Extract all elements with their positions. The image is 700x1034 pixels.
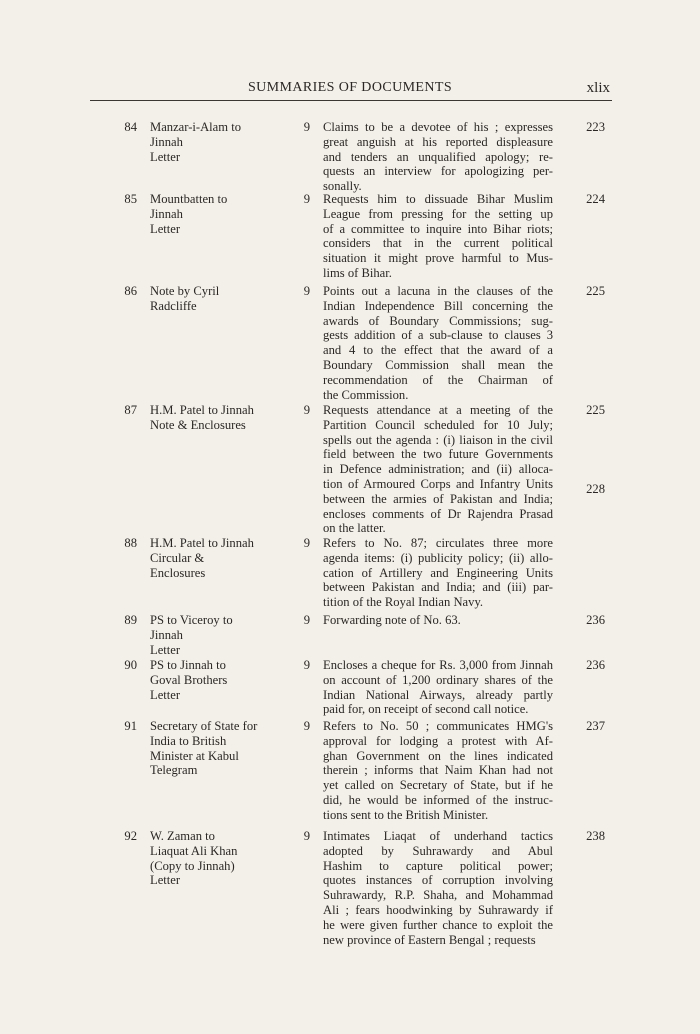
entry-summary-line: yet called on Secretary of State, but if he	[323, 778, 553, 793]
entry-summary	[323, 120, 553, 194]
entry-summary-line: cation of Artillery and Engineering Units	[323, 565, 553, 580]
entry-from-line: (Copy to Jinnah)	[150, 858, 235, 873]
entry-summary-line: and 4 to the effect that the award of a	[323, 343, 553, 358]
entry-summary-line: gests addition of a sub-clause to clauses 3	[323, 328, 553, 343]
entry-summary-line: quests an interview for apologizing per-	[323, 164, 553, 179]
entry-page-number: 236	[586, 613, 605, 627]
entry-from-line: Letter	[150, 221, 181, 236]
entry-page-number: 236	[586, 658, 605, 672]
entry-summary-line: Ali ; fears hoodwinking by Suhrawardy if	[323, 902, 553, 917]
entry-summary-line: Claims to be a devotee of his ; expresses	[323, 120, 553, 134]
entry-date: 9	[303, 613, 310, 627]
entry-summary-line: between Pakistan and India; and (iii) par-	[323, 580, 553, 595]
entry-summary-line: on account of 1,200 ordinary shares of the	[323, 672, 553, 687]
entry-summary-line: and tenders an unqualified apology; re-	[323, 149, 553, 164]
entry-page-number: 225	[586, 284, 605, 298]
entry-summary-line: Refers to No. 50 ; communicates HMG's	[323, 719, 553, 733]
entry-date: 9	[303, 192, 310, 206]
entry-from-line: India to British	[150, 733, 227, 748]
entry-page-number: 225	[586, 403, 605, 417]
entry-summary-line: did, he would be informed of the instruc-	[323, 792, 553, 807]
entry-from	[150, 403, 280, 433]
entry-number: 92	[124, 829, 137, 843]
entry-from	[150, 829, 280, 888]
entry-summary-line: on the latter.	[323, 521, 386, 536]
entry-summary-line: he were given further chance to exploit the	[323, 917, 553, 932]
entry-summary-line: quotes instances of corruption involving	[323, 873, 553, 888]
running-head-title: SUMMARIES OF DOCUMENTS	[247, 80, 453, 95]
entry-date: 9	[303, 719, 310, 733]
entry-summary-line: tions sent to the British Minister.	[323, 807, 489, 822]
entry-summary	[323, 192, 553, 281]
entry-summary-line: Refers to No. 87; circulates three more	[323, 536, 553, 550]
entry-number: 90	[124, 658, 137, 672]
entry-from	[150, 613, 280, 657]
entry-summary-line: sonally.	[323, 179, 362, 194]
page-number: xlix	[586, 80, 610, 96]
entry-page	[575, 403, 605, 497]
entry-page	[575, 120, 605, 135]
entry-from-line: Circular &	[150, 550, 205, 565]
entry-summary-line: ghan Government on the lines indicated	[323, 748, 553, 763]
entry-summary-line: new province of Eastern Bengal ; requests	[323, 932, 536, 947]
entry-summary	[323, 658, 553, 717]
entry-summary-line: recommendation of the Chairman of	[323, 372, 553, 387]
entry-from-line: Letter	[150, 149, 181, 164]
entry-from-line: W. Zaman to	[150, 829, 215, 843]
entry-summary-line: awards of Boundary Commissions; sug-	[323, 313, 553, 328]
entry-page	[575, 658, 605, 673]
entry-from-line: Secretary of State for	[150, 719, 258, 733]
entry-summary-line: lims of Bihar.	[323, 265, 392, 280]
entry-summary-line: in Defence administration; and (ii) alloca-	[323, 462, 553, 477]
entry-number: 86	[124, 284, 137, 298]
entry-from	[150, 284, 280, 314]
entry-summary-line: tion of Armoured Corps and Infantry Units	[323, 476, 553, 491]
entry-summary-line: of a committee to inquire into Bihar riots;	[323, 221, 553, 236]
entry-summary	[323, 613, 553, 628]
entry-summary-line: great anguish at his reported displeasure	[323, 134, 553, 149]
entry-number: 85	[124, 192, 137, 206]
entry-summary-line: Forwarding note of No. 63.	[323, 613, 461, 627]
entry-from-line: Letter	[150, 873, 181, 888]
entry-from-line: Jinnah	[150, 206, 183, 221]
entry-summary-line: encloses comments of Dr Rajendra Prasad	[323, 506, 553, 521]
entry-from-line: PS to Jinnah to	[150, 658, 226, 672]
entry-summary-line: between the armies of Pakistan and India;	[323, 491, 553, 506]
entry-summary-line: Suhrawardy, R.P. Shaha, and Mohammad	[323, 888, 553, 903]
entry-from-line: Letter	[150, 687, 181, 702]
entry-number: 87	[124, 403, 137, 417]
entry-number: 91	[124, 719, 137, 733]
entry-from-line: Mountbatten to	[150, 192, 228, 206]
entry-summary-line: Partition Council scheduled for 10 July;	[323, 417, 553, 432]
entry-summary-line: Intimates Liaqat of underhand tactics	[323, 829, 553, 843]
entry-page	[575, 613, 605, 628]
entry-summary-line: Encloses a cheque for Rs. 3,000 from Jinnah	[323, 658, 553, 672]
entry-summary	[323, 719, 553, 823]
entry-page-number: 238	[586, 829, 605, 843]
entry-number: 84	[124, 120, 137, 134]
entry-from-line: Goval Brothers	[150, 672, 228, 687]
entry-summary-line: Indian National Airways, already partly	[323, 687, 553, 702]
entry-from-line: Jinnah	[150, 134, 183, 149]
entry-page-number: 223	[586, 120, 605, 134]
entry-summary-line: Hashim to capture political power;	[323, 858, 553, 873]
entry-summary-line: agenda items: (i) publicity policy; (ii) allo-	[323, 550, 553, 565]
entry-summary	[323, 829, 553, 947]
entry-from-line: Manzar-i-Alam to	[150, 120, 242, 134]
entry-from	[150, 192, 280, 236]
entry-summary-line: adopted by Suhrawardy and Abul	[323, 843, 553, 858]
entry-date: 9	[303, 829, 310, 843]
entry-summary-line: the Commission.	[323, 387, 409, 402]
entry-date: 9	[303, 658, 310, 672]
entry-from-line: Radcliffe	[150, 298, 197, 313]
entry-from-line: H.M. Patel to Jinnah	[150, 403, 254, 417]
entry-from-line: H.M. Patel to Jinnah	[150, 536, 254, 550]
entry-from-line: Liaquat Ali Khan	[150, 843, 238, 858]
entry-from-line: Telegram	[150, 763, 198, 778]
entry-from-line: Enclosures	[150, 565, 206, 580]
entry-from	[150, 120, 280, 164]
entry-from-line: Letter	[150, 642, 181, 657]
entry-date: 9	[303, 536, 310, 550]
entry-summary-line: Requests him to dissuade Bihar Muslim	[323, 192, 553, 206]
entry-date: 9	[303, 284, 310, 298]
entry-summary-line: Boundary Commission shall mean the	[323, 357, 553, 372]
entry-from	[150, 658, 280, 702]
entry-page-number: 224	[586, 192, 605, 206]
entry-summary-line: paid for, on receipt of second call notice.	[323, 702, 529, 717]
entry-summary-line: Points out a lacuna in the clauses of the	[323, 284, 553, 298]
header-rule	[90, 100, 612, 101]
entry-summary-line: field between the two future Governments	[323, 447, 553, 462]
entry-from-line: PS to Viceroy to	[150, 613, 233, 627]
entry-from	[150, 536, 280, 580]
entry-page	[575, 284, 605, 299]
entry-summary	[323, 284, 553, 402]
entry-summary-line: considers that in the current political	[323, 236, 553, 251]
entry-from-line: Note by Cyril	[150, 284, 220, 298]
entry-summary	[323, 536, 553, 610]
entry-page-number: 237	[586, 719, 605, 733]
entry-summary-line: tition of the Royal Indian Navy.	[323, 595, 484, 610]
entry-summary	[323, 403, 553, 536]
entry-number: 88	[124, 536, 137, 550]
entry-summary-line: League from pressing for the setting up	[323, 206, 553, 221]
entry-summary-line: therein ; informs that Naim Khan had not	[323, 763, 553, 778]
entry-from-line: Minister at Kabul	[150, 748, 239, 763]
entry-summary-line: Indian Independence Bill concerning the	[323, 298, 553, 313]
entry-page-number: 228	[586, 481, 605, 496]
entry-date: 9	[303, 120, 310, 134]
entry-summary-line: Requests attendance at a meeting of the	[323, 403, 553, 417]
entry-from	[150, 719, 280, 778]
entry-page	[575, 192, 605, 207]
entry-number: 89	[124, 613, 137, 627]
entry-summary-line: approval for lodging a protest with Af-	[323, 733, 553, 748]
entry-date: 9	[303, 403, 310, 417]
entry-page	[575, 829, 605, 844]
entry-page	[575, 719, 605, 734]
entry-summary-line: spells out the agenda : (i) liaison in the civil	[323, 432, 553, 447]
entry-from-line: Note & Enclosures	[150, 417, 246, 432]
entry-from-line: Jinnah	[150, 627, 183, 642]
entry-summary-line: situation it might prove harmful to Mus-	[323, 251, 553, 266]
